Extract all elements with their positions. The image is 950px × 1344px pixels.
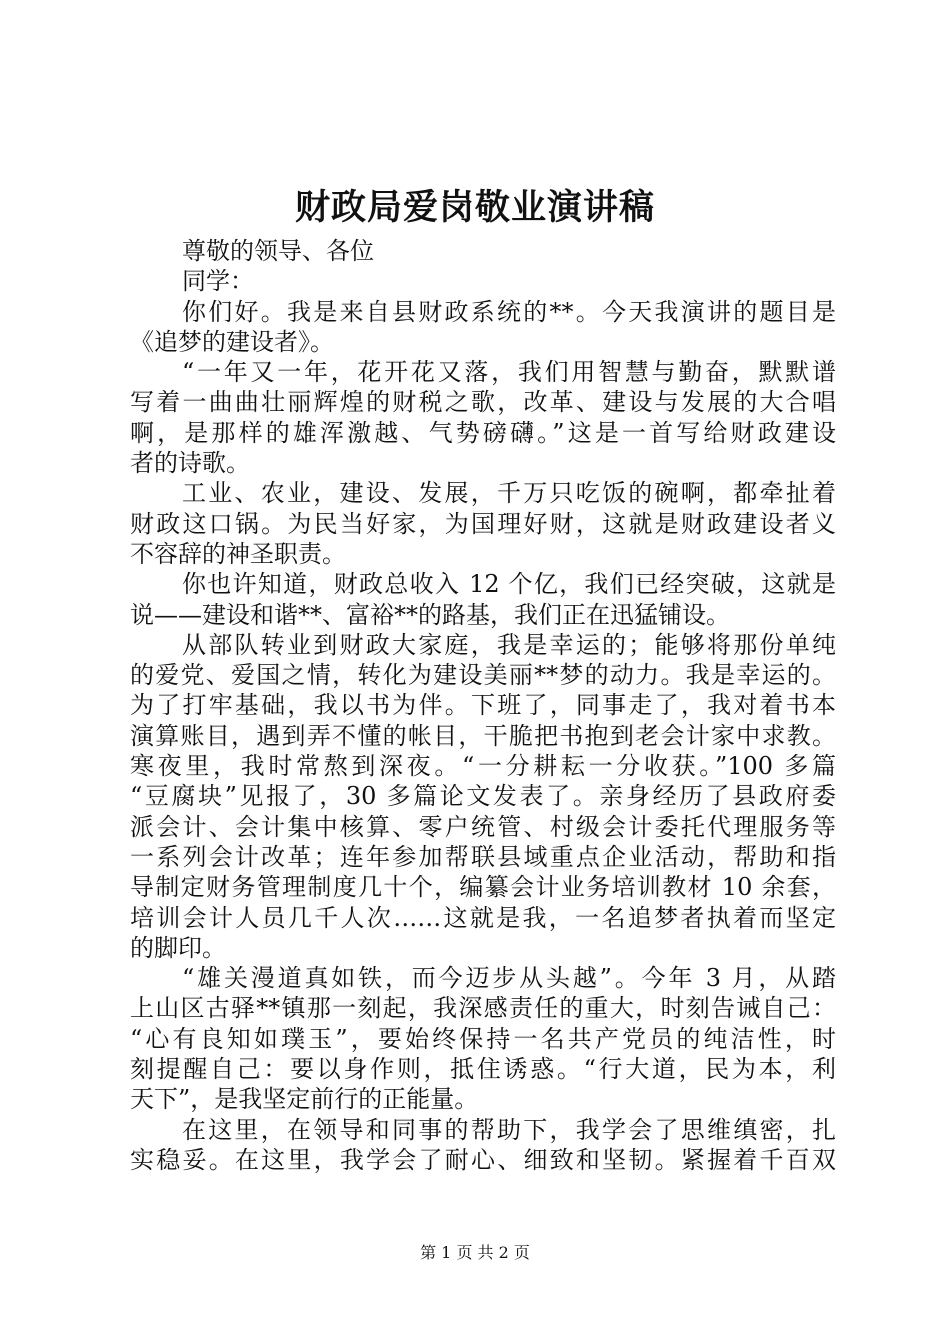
document-body bbox=[130, 236, 836, 1175]
text-line: 的爱党、爱国之情，转化为建设美丽**梦的动力。我是幸运的。 bbox=[130, 661, 836, 690]
text-line: 为了打牢基础，我以书为伴。下班了，同事走了，我对着书本 bbox=[130, 691, 836, 720]
text-line: “一年又一年，花开花又落，我们用智慧与勤奋，默默谱 bbox=[182, 358, 836, 387]
text-line: 的脚印。 bbox=[130, 933, 226, 962]
text-line: 实稳妥。在这里，我学会了耐心、细致和坚韧。紧握着千百双 bbox=[130, 1145, 836, 1174]
text-line: 不容辞的神圣职责。 bbox=[130, 539, 346, 568]
text-line: 寒夜里，我时常熬到深夜。“一分耕耘一分收获。”100 多篇 bbox=[130, 752, 836, 781]
text-line: 财政这口锅。为民当好家，为国理好财，这就是财政建设者义 bbox=[130, 509, 836, 538]
text-line: 尊敬的领导、各位 bbox=[182, 237, 374, 265]
text-line: “雄关漫道真如铁，而今迈步从头越”。今年 3 月，从踏 bbox=[182, 964, 836, 993]
text-line: 《追梦的建设者》。 bbox=[130, 327, 334, 356]
text-line: 上山区古驿**镇那一刻起，我深感责任的重大，时刻告诫自己： bbox=[130, 994, 836, 1023]
text-line: 从部队转业到财政大家庭，我是幸运的；能够将那份单纯 bbox=[182, 630, 836, 659]
text-line: 写着一曲曲壮丽辉煌的财税之歌，改革、建设与发展的大合唱 bbox=[130, 388, 836, 417]
text-line: “心有良知如璞玉”，要始终保持一名共产党员的纯洁性，时 bbox=[130, 1024, 836, 1053]
text-line: 你们好。我是来自县财政系统的**。今天我演讲的题目是 bbox=[182, 297, 836, 326]
text-line: 派会计、会计集中核算、零户统管、村级会计委托代理服务等 bbox=[130, 812, 836, 841]
text-line: 同学： bbox=[182, 267, 254, 296]
text-line: 导制定财务管理制度几十个，编纂会计业务培训教材 10 余套， bbox=[130, 873, 836, 902]
text-line: 啊，是那样的雄浑激越、气势磅礴。”这是一首写给财政建设 bbox=[130, 418, 836, 447]
text-line: 培训会计人员几千人次……这就是我，一名追梦者执着而坚定 bbox=[130, 903, 836, 932]
text-line: 演算账目，遇到弄不懂的帐目，干脆把书抱到老会计家中求教。 bbox=[130, 721, 836, 750]
text-line: 工业、农业，建设、发展，千万只吃饭的碗啊，都牵扯着 bbox=[182, 479, 836, 508]
text-line: 刻提醒自己：要以身作则，抵住诱惑。“行大道，民为本，利 bbox=[130, 1055, 836, 1084]
text-line: 者的诗歌。 bbox=[130, 449, 250, 478]
text-line: 在这里，在领导和同事的帮助下，我学会了思维缜密，扎 bbox=[182, 1115, 836, 1144]
text-line: “豆腐块”见报了，30 多篇论文发表了。亲身经历了县政府委 bbox=[130, 782, 836, 811]
text-line: 天下”，是我坚定前行的正能量。 bbox=[130, 1085, 479, 1114]
text-line: 一系列会计改革；连年参加帮联县域重点企业活动，帮助和指 bbox=[130, 842, 836, 871]
page-footer: 第 1 页 共 2 页 bbox=[420, 1243, 530, 1262]
text-line: 说——建设和谐**、富裕**的路基，我们正在迅猛铺设。 bbox=[130, 600, 730, 629]
text-line: 你也许知道，财政总收入 12 个亿，我们已经突破，这就是 bbox=[182, 570, 836, 599]
document-title: 财政局爱岗敬业演讲稿 bbox=[294, 187, 655, 228]
